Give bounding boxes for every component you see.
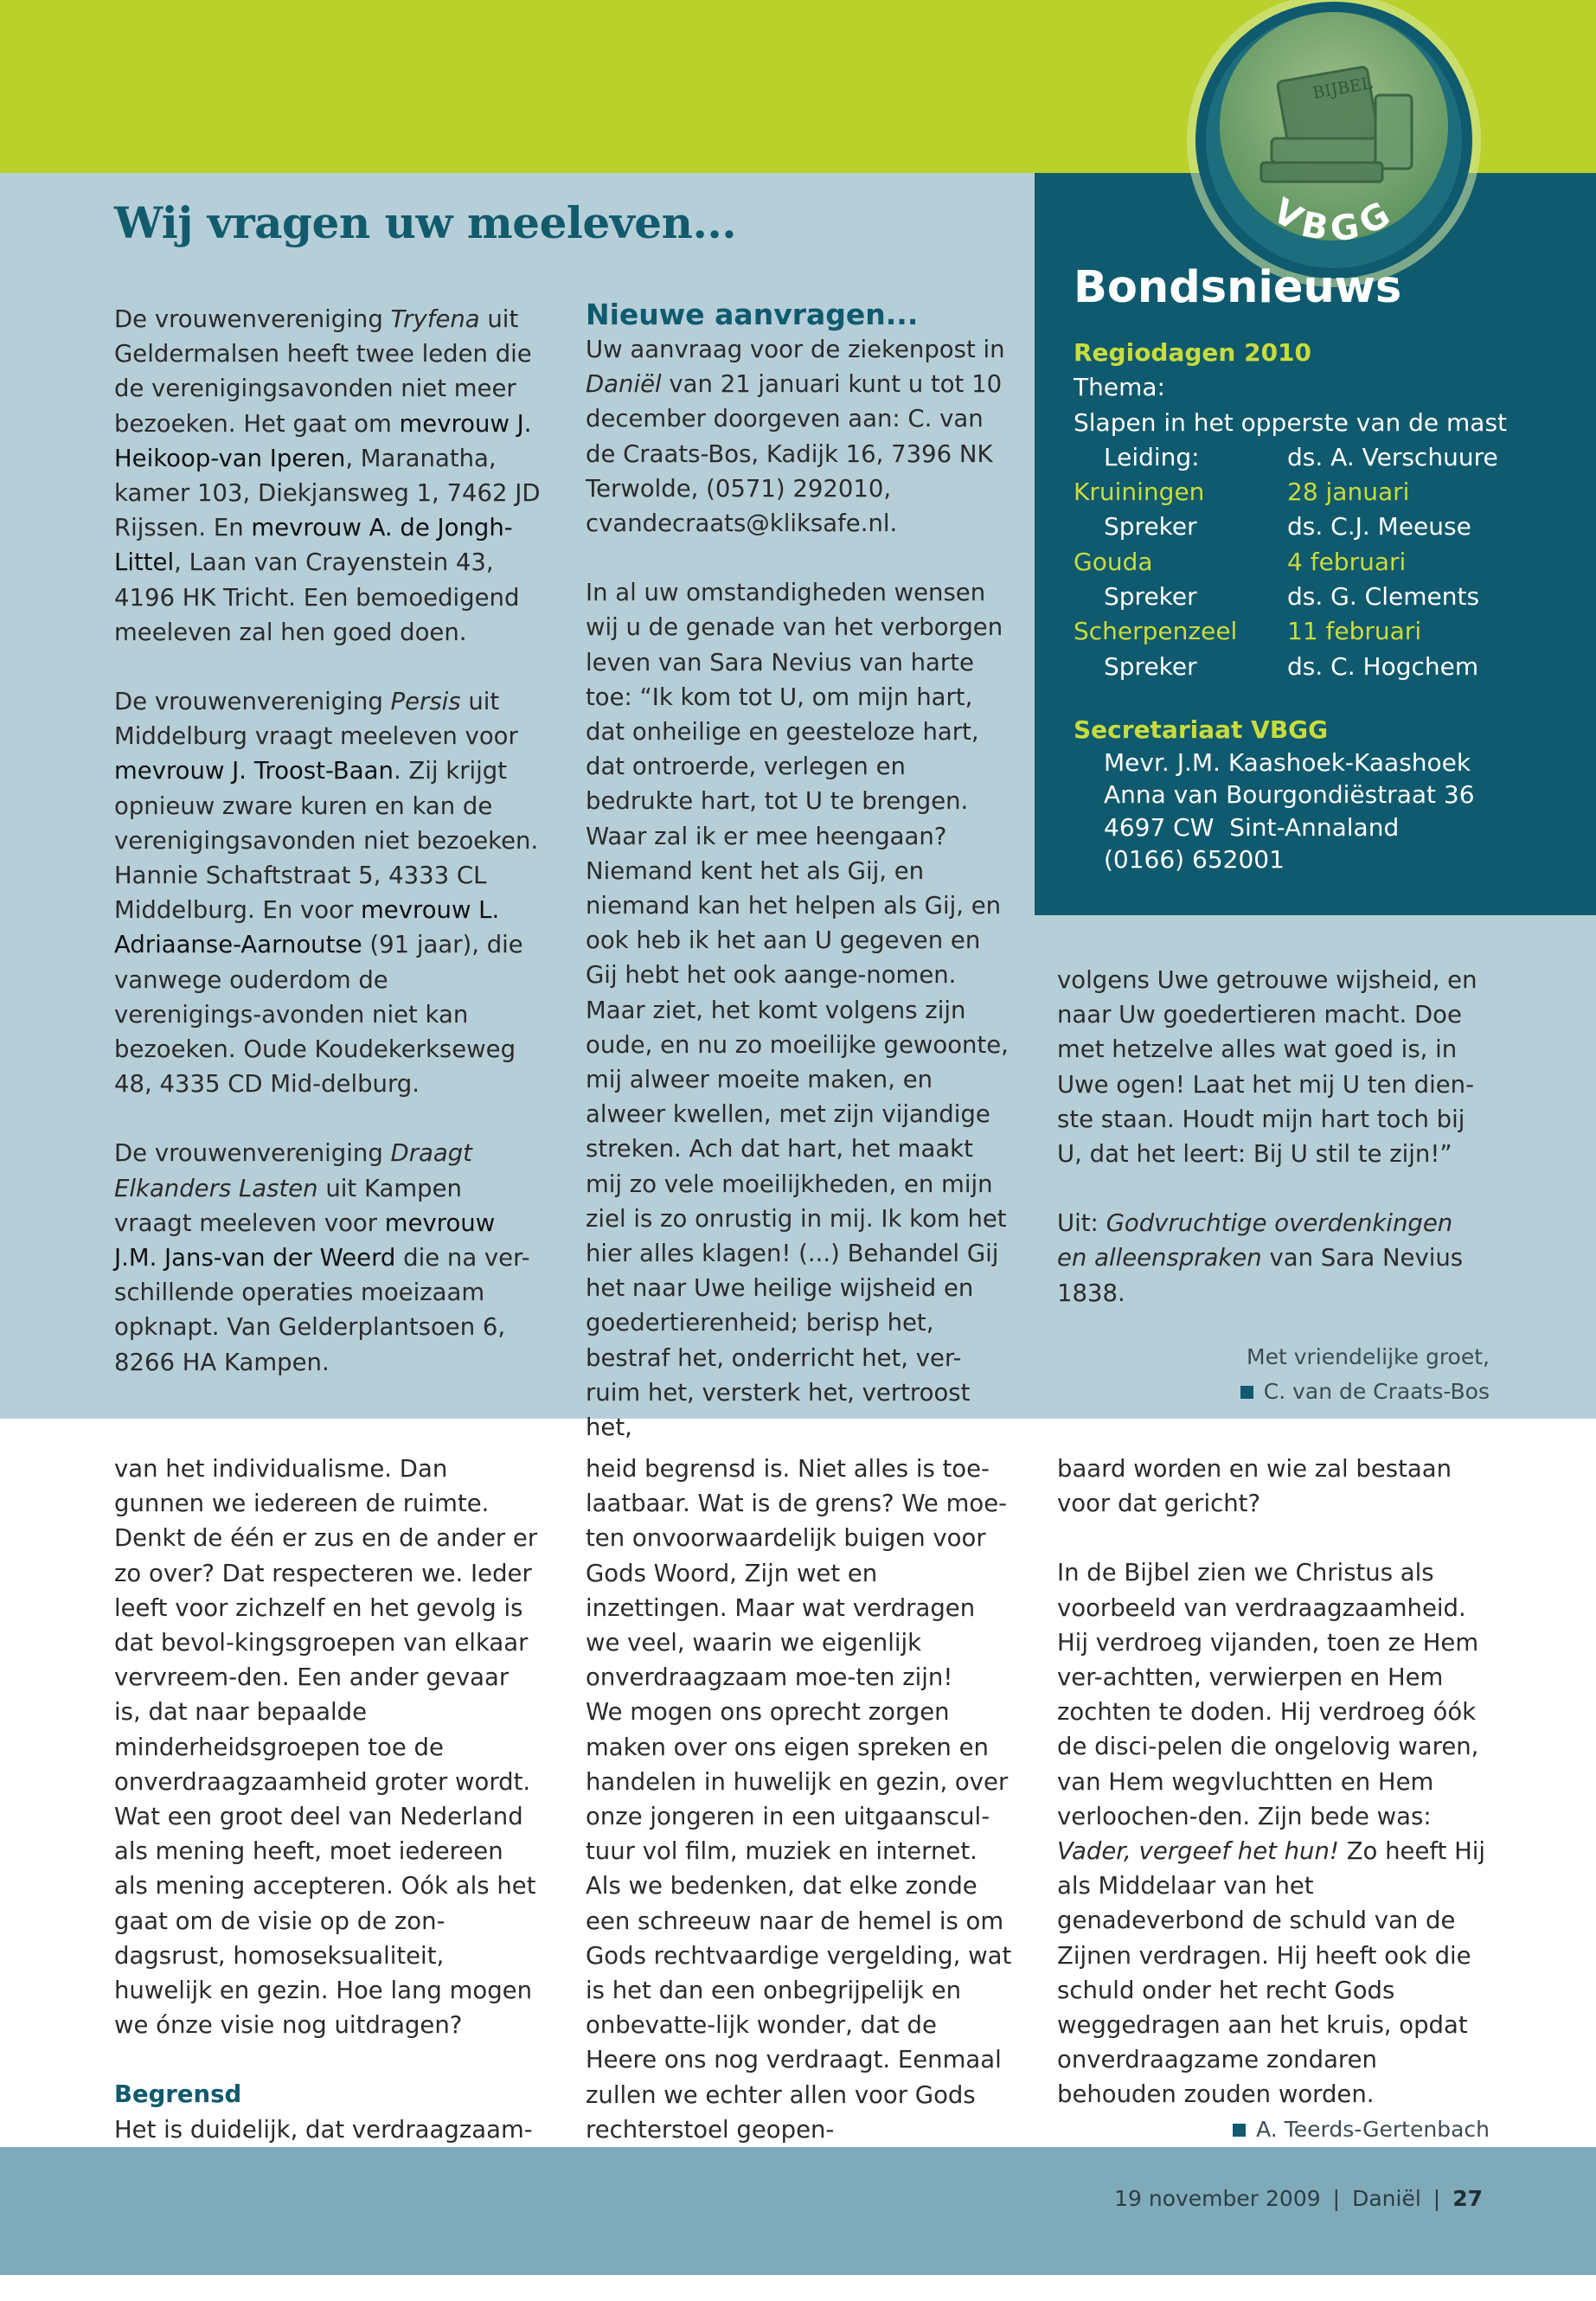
- badge-vbgg-text: VBGG: [1266, 190, 1403, 251]
- text-run: De vrouwenvereniging: [114, 688, 391, 716]
- speaker-name: ds. C.J. Meeuse: [1287, 512, 1471, 542]
- lower-col3-text: baard worden en wie zal bestaan voor dat gericht?: [1057, 1455, 1452, 1518]
- name-run: mevrouw J.M. Jans-van der Weerd: [114, 1208, 496, 1272]
- address-line: Anna van Bourgondiëstraat 36: [1104, 780, 1475, 809]
- speaker-row: [1074, 580, 1567, 614]
- text-run: In al uw omstandigheden wensen wij u de genade van het verborgen leven van Sara Nevius van harte toe: “Ik kom tot U, om mijn hart, dat onheilige en geesteloze hart, dat ontroerde, verlegen en bedrukte hart, tot U te brengen. Waar zal ik er mee heengaan? Niemand kent het als Gij, en niemand kan het helpen als Gij, en ook heb ik het aan U gegeven en Gij hebt het ook aange-nomen. Maar ziet, het komt volgens zijn oude, en nu zo moeilijke gewoonte, mij alweer moeite maken, en alweer kwellen, met zijn vijandige streken. Ach dat hart, het maakt mij zo vele moeilijkheden, en mijn ziel is zo onrustig in mij. Ik kom het hier alles klagen! (...) Behandel Gij het naar Uwe heilige wijsheid en goedertierenheid; berisp het, bestraf het, onderricht het, ver-ruim het, versterk het, vertroost het,: [586, 579, 1009, 1442]
- text-run: van Sara Nevius 1838.: [1057, 1244, 1464, 1307]
- text-run: (91 jaar), die vanwege ouderdom de verenigings-avonden niet kan bezoeken. Oude Koudekerkseweg 48, 4335 CD Mid-delburg.: [114, 931, 523, 1099]
- text-run: Uw aanvraag voor de ziekenpost in: [586, 336, 1005, 363]
- lower-col2-text-3: Als we bedenken, dat elke zonde een schreeuw naar de hemel is om Gods rechtvaardige vergelding, wat is het dan een onbegrijpelijk en onbevatte-lijk wonder, dat de Heere ons nog verdraagt. Eenmaal zullen we echter allen voor Gods rechterstoel geopen-: [586, 1872, 1012, 2144]
- text-run: De vrouwenvereniging: [114, 1139, 391, 1168]
- signature-name: C. van de Craats-Bos: [1263, 1378, 1490, 1404]
- italic-run: Vader, vergeef het hun!: [1057, 1837, 1339, 1866]
- text-run: uit Kampen vraagt meeleven voor: [114, 1174, 462, 1237]
- text-run: Zo heeft Hij als Middelaar van het genadeverbond de schuld van de Zijnen verdragen. Hij heeft ook die schuld onder het recht Gods weggedragen aan het kruis, opdat onverdraagzame zondaren behouden zouden worden.: [1057, 1837, 1486, 2109]
- text-run: volgens Uwe getrouwe wijsheid, en naar Uw goedertieren macht. Doe met hetzelve alles wat goed is, in Uwe ogen! Laat het mij U ten dien-ste staan. Houdt mijn hart toch bij U, dat het leert: Bij U stil te zijn!”: [1057, 966, 1477, 1169]
- badge-book-label: BIJBEL: [1311, 74, 1375, 103]
- column-2-upper: [586, 298, 1014, 1445]
- name-run: mevrouw L. Adriaanse-Aarnoutse: [114, 896, 500, 959]
- text-run: die na ver-schillende operaties moeizaam opknapt. Van Gelderplantsoen 6, 8266 HA Kampen.: [114, 1244, 530, 1376]
- italic-run: Godvruchtige overdenkingen en alleenspraken: [1057, 1209, 1453, 1272]
- event-row: [1074, 475, 1567, 510]
- text-run: . Zij krijgt opnieuw zware kuren en kan de verenigingsavonden niet bezoeken. Hannie Schaftstraat 5, 4333 CL Middelburg. En voor: [114, 757, 539, 925]
- name-run: mevrouw J. Heikoop-van Iperen: [114, 409, 532, 472]
- leiding-row: [1074, 440, 1567, 475]
- square-bullet-icon: [1233, 2124, 1246, 2137]
- aanvraag-text: [586, 332, 1014, 541]
- italic-run: Tryfena: [390, 305, 480, 333]
- event-place: Gouda: [1074, 547, 1153, 576]
- speaker-label: Spreker: [1104, 651, 1197, 681]
- wish-text: [586, 575, 1014, 1445]
- lower-col1-text-2: Het is duidelijk, dat verdraagzaam-: [114, 2115, 533, 2144]
- lower-col1-text: van het individualisme. Dan gunnen we iedereen de ruimte. Denkt de één er zus en de ander er zo over? Dat respecteren we. Ieder leeft voor zichzelf en het gevolg is dat bevol-kingsgroepen van elkaar vervreem-den. Een ander gevaar is, dat naar bepaalde minderheidsgroepen toe de onverdraagzaamheid groter wordt. Wat een groot deel van Nederland als mening heeft, moet iedereen als mening accepteren. Oók als het gaat om de visie op de zon-dagsrust, homoseksualiteit, huwelijk en gezin. Hoe lang mogen we ónze visie nog uitdragen?: [114, 1455, 538, 2040]
- address-line: (0166) 652001: [1104, 845, 1285, 874]
- column-1-lower: [114, 1452, 542, 2147]
- footer-magazine: Daniël: [1352, 2186, 1421, 2211]
- event-date: 4 februari: [1287, 547, 1407, 576]
- italic-run: Daniël: [586, 370, 662, 399]
- column-3-upper: [1057, 963, 1490, 1409]
- secretariaat-heading: Secretariaat VBGG: [1074, 715, 1329, 744]
- square-bullet-icon: [1240, 1386, 1253, 1399]
- section-heading-begrensd: Begrensd: [114, 2080, 242, 2109]
- lower-col2-text: heid begrensd is. Niet alles is toe-laatbaar. Wat is de grens? We moe-ten onvoorwaardelijk buigen voor Gods Woord, Zijn wet en inzettingen. Maar wat verdragen we veel, waarin we eigenlijk onverdraagzaam moe-ten zijn!: [586, 1455, 1008, 1692]
- column-2-lower: [586, 1452, 1014, 2147]
- request-persis: [114, 684, 542, 1101]
- speaker-row: [1074, 510, 1567, 544]
- text-run: Uit:: [1057, 1209, 1106, 1238]
- page-title: Wij vragen uw meeleven...: [114, 197, 737, 248]
- column-1-upper: [114, 302, 542, 1380]
- secretariaat-block: [1074, 714, 1567, 876]
- text-run: uit Middelburg vraagt meeleven voor: [114, 688, 518, 751]
- name-run: mevrouw A. de Jongh-Littel: [114, 514, 513, 577]
- lower-col2-text-2: We mogen ons oprecht zorgen maken over ons eigen spreken en handelen in huwelijk en gezin, over onze jongeren in een uitgaanscul-tuur vol film, muziek en internet.: [586, 1698, 1009, 1866]
- speaker-row: [1074, 650, 1567, 684]
- event-date: 11 februari: [1287, 617, 1422, 646]
- event-place: Kruiningen: [1074, 478, 1205, 507]
- speaker-name: ds. G. Clements: [1287, 582, 1480, 612]
- address-line: 4697 CW Sint-Annaland: [1104, 812, 1400, 842]
- italic-run: Persis: [390, 688, 461, 716]
- request-draagt: [114, 1136, 542, 1379]
- event-date: 28 januari: [1287, 478, 1410, 507]
- text-run: , Laan van Crayenstein 43, 4196 HK Tricht. Een bemoedigend meeleven zal hen goed doen.: [114, 548, 520, 646]
- text-run: In de Bijbel zien we Christus als voorbeeld van verdraagzaamheid. Hij verdroeg vijanden, toen ze Hem ver-achtten, verwierpen en Hem zochten te doden. Hij verdroeg óók de disci-pelen die ongelovig waren, van Hem wegvluchtten en Hem verloochen-den. Zijn bede was:: [1057, 1559, 1479, 1830]
- name-run: mevrouw J. Troost-Baan: [114, 757, 394, 785]
- text-run: De vrouwenvereniging: [114, 305, 391, 333]
- leiding-value: ds. A. Verschuure: [1287, 442, 1498, 471]
- signature-craats: [1057, 1375, 1490, 1409]
- thema-label: Thema:: [1074, 373, 1165, 402]
- quote-continued: [1057, 963, 1490, 1171]
- thema-value: Slapen in het opperste van de mast: [1074, 407, 1508, 437]
- footer-info: 19 november 2009 | Daniël | 27: [1114, 2186, 1483, 2211]
- regiodagen-block: [1074, 336, 1567, 684]
- lower-col3-text-2: [1057, 1555, 1490, 2112]
- footer-date: 19 november 2009: [1114, 2186, 1321, 2211]
- address-line: Mevr. J.M. Kaashoek-Kaashoek: [1104, 747, 1471, 777]
- vbgg-badge: [1185, 0, 1484, 290]
- footer-bar: [0, 2147, 1596, 2275]
- text-run: van 21 januari kunt u tot 10 december doorgeven aan: C. van de Craats-Bos, Kadijk 16, 7396 NK Terwolde, (0571) 292010, cvandecraats@kliksafe.nl.: [586, 370, 1003, 538]
- speaker-name: ds. C. Hogchem: [1287, 651, 1479, 681]
- speaker-label: Spreker: [1104, 582, 1197, 612]
- regiodagen-heading: Regiodagen 2010: [1074, 338, 1312, 367]
- section-heading-nieuwe-aanvragen: Nieuwe aanvragen...: [586, 298, 919, 331]
- leiding-label: Leiding:: [1104, 442, 1200, 471]
- greeting: Met vriendelijke groet,: [1247, 1343, 1490, 1369]
- column-3-lower: [1057, 1452, 1490, 2147]
- request-tryfena: [114, 302, 542, 650]
- speaker-label: Spreker: [1104, 512, 1197, 542]
- signature-name: A. Teerds-Gertenbach: [1256, 2116, 1490, 2142]
- text-run: uit Geldermalsen heeft twee leden die de verenigingsavonden niet meer bezoeken. Het gaat om: [114, 305, 532, 438]
- signature-teerds: [1057, 2112, 1490, 2147]
- quote-source: [1057, 1206, 1490, 1311]
- event-row: [1074, 614, 1567, 649]
- event-place: Scherpenzeel: [1074, 617, 1238, 646]
- page-number: 27: [1452, 2186, 1483, 2211]
- text-run: , Maranatha, kamer 103, Diekjansweg 1, 7462 JD Rijssen. En: [114, 444, 541, 542]
- italic-run: Draagt Elkanders Lasten: [114, 1139, 472, 1202]
- event-row: [1074, 545, 1567, 580]
- bondsnieuws-title: Bondsnieuws: [1074, 262, 1402, 313]
